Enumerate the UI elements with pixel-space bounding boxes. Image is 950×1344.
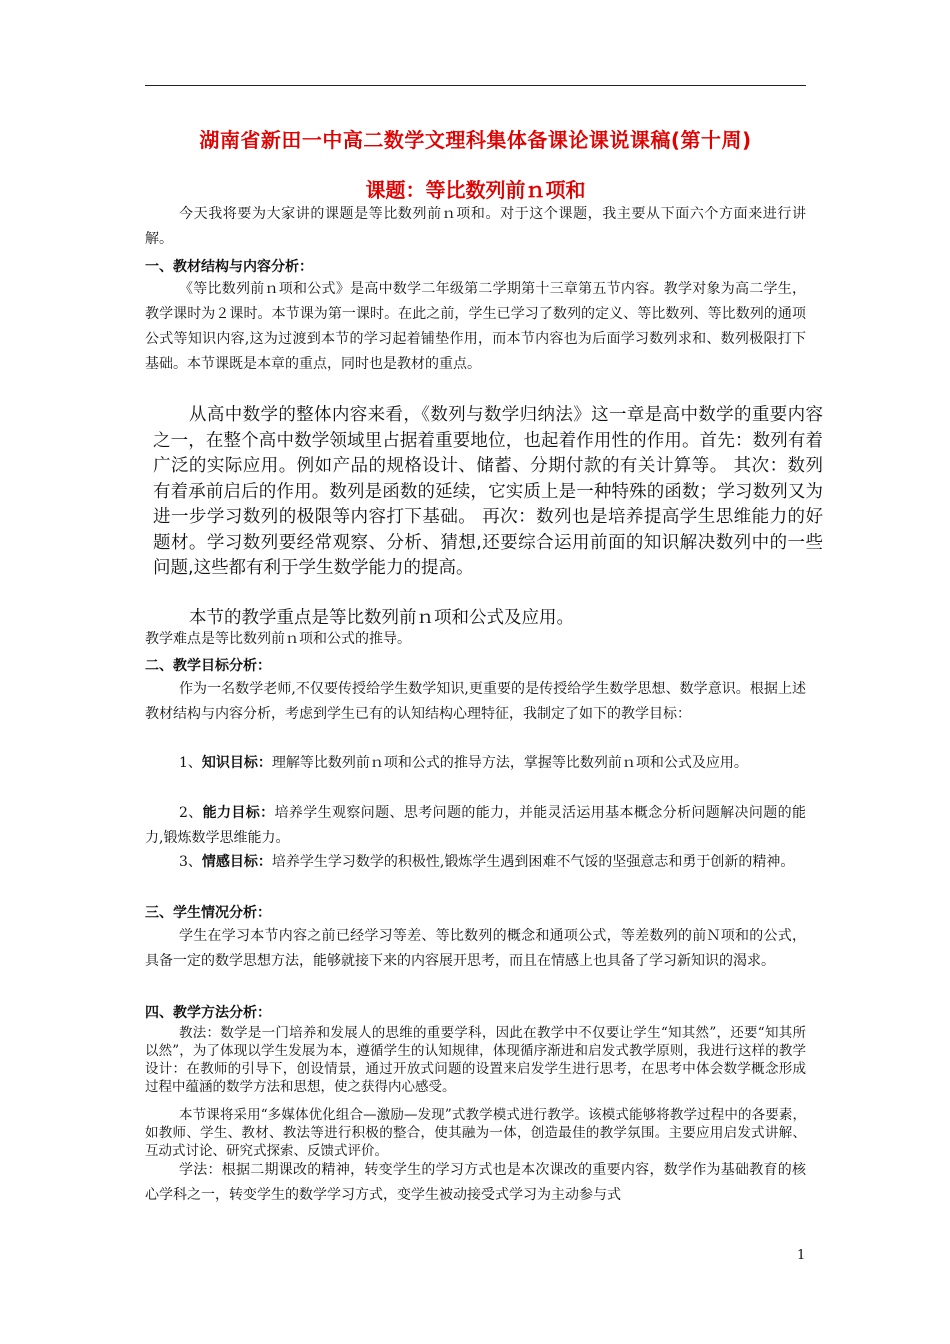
goal-label: 知识目标： [201, 755, 272, 771]
goal-item [145, 801, 806, 851]
paragraph: 《等比数列前ｎ项和公式》是高中数学二年级第二学期第十三章第五节内容。教学对象为高二学生，教学课时为２课时。本节课为第一课时。在此之前，学生已学习了数列的定义、等比数列、等比数列的通项公式等知识内容,这为过渡到本节的学习起着铺垫作用，而本节内容也为后面学习数列求和、数列极限打下基础。本节课既是本章的重点，同时也是教材的重点。 [145, 281, 806, 372]
paragraph: 学生在学习本节内容之前已经学习等差、等比数列的概念和通项公式，等差数列的前Ｎ项和的公式，具备一定的数学思想方法，能够就接下来的内容展开思考，而且在情感上也具备了学习新知识的渴求。 [145, 928, 806, 969]
goal-item [145, 850, 806, 875]
paragraph: 教法：数学是一门培养和发展人的思维的重要学科，因此在教学中不仅要让学生“知其然”，还要“知其所以然”，为了体现以学生发展为本，遵循学生的认知规律，体现循序渐进和启发式教学原则，我进行这样的教学设计：在教师的引导下，创设情景，通过开放式问题的设置来启发学生进行思考，在思考中体会数学概念形成过程中蕴涵的数学方法和思想，使之获得内心感受。 [145, 1025, 806, 1095]
goal-number: 3、 [179, 854, 202, 870]
section-heading: 四、教学方法分析： [145, 1005, 271, 1021]
goal-text: 培养学生学习数学的积极性,锻炼学生遇到困难不气馁的坚强意志和勇于创新的精神。 [271, 854, 795, 870]
teaching-difficulty: 教学难点是等比数列前ｎ项和公式的推导。 [145, 631, 411, 647]
goal-number: 2、 [179, 805, 203, 821]
goal-label: 能力目标： [202, 805, 275, 821]
section-heading: 一、教材结构与内容分析： [145, 259, 313, 275]
goal-text: 培养学生观察问题、思考问题的能力，并能灵活运用基本概念分析问题解决问题的能力,锻炼数学思维能力。 [145, 805, 806, 846]
highlighted-paragraph: 从高中数学的整体内容来看，《数列与数学归纳法》这一章是高中数学的重要内容之一，在整个高中数学领域里占据着重要地位，也起着作用性的作用。首先：数列有着广泛的实际应用。例如产品的规格设计、储蓄、分期付款的有关计算等。 其次：数列有着承前启后的作用。数列是函数的延续，它实质上是一种特殊的函数；学习数列又为进一步学习数列的极限等内容打下基础。 再次：数列也是培养提高学生思维能力的好题材。学习数列要经常观察、分析、猜想,还要综合运用前面的知识解决数列中的一些问题,这些都有利于学生数学能力的提高。 [153, 405, 823, 578]
teaching-focus: 本节的教学重点是等比数列前ｎ项和公式及应用。 [189, 608, 574, 628]
goal-label: 情感目标： [201, 854, 272, 870]
header-rule [145, 85, 806, 86]
goal-text: 理解等比数列前ｎ项和公式的推导方法，掌握等比数列前ｎ项和公式及应用。 [271, 755, 748, 771]
document-title: 湖南省新田一中高二数学文理科集体备课论课说课稿(第十周) [199, 128, 752, 152]
intro-paragraph: 今天我将要为大家讲的课题是等比数列前ｎ项和。对于这个课题，我主要从下面六个方面来进行讲解。 [145, 206, 806, 247]
paragraph: 作为一名数学老师,不仅要传授给学生数学知识,更重要的是传授给学生数学思想、数学意识。根据上述教材结构与内容分析，考虑到学生已有的认知结构心理特征，我制定了如下的教学目标： [145, 681, 806, 722]
goal-item [145, 751, 806, 776]
section-heading: 二、教学目标分析： [145, 658, 271, 674]
paragraph: 学法：根据二期课改的精神，转变学生的学习方式也是本次课改的重要内容，数学作为基础教育的核心学科之一，转变学生的数学学习方式，变学生被动接受式学习为主动参与式 [145, 1162, 806, 1203]
page-number: 1 [797, 1248, 806, 1263]
lesson-subtitle: 课题：等比数列前ｎ项和 [365, 178, 586, 202]
section-heading: 三、学生情况分析： [145, 905, 271, 921]
goal-number: 1、 [179, 755, 202, 771]
paragraph: 本节课将采用“多媒体优化组合—激励—发现”式教学模式进行教学。该模式能够将教学过程中的各要素，如教师、学生、教材、教法等进行积极的整合，使其融为一体，创造最佳的教学氛围。主要应用启发式讲解、互动式讨论、研究式探索、反馈式评价。 [145, 1107, 806, 1159]
